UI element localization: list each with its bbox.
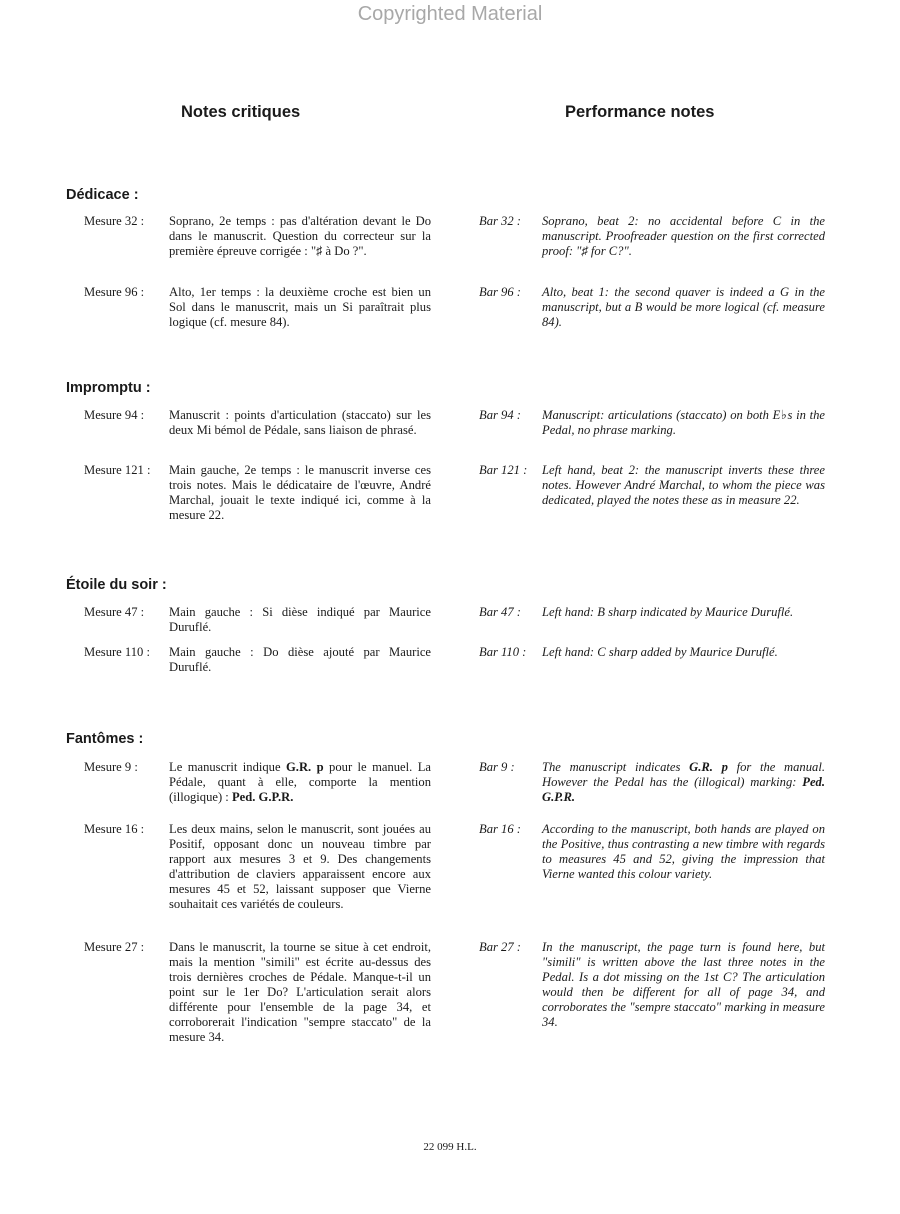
note-label: Bar 121 : bbox=[479, 463, 528, 477]
page-footer: 22 099 H.L. bbox=[423, 1141, 477, 1153]
note-label: Bar 9 : bbox=[479, 760, 515, 774]
note-text: Manuscript: articulations (staccato) on both E♭s in the Pedal, no phrase marking. bbox=[542, 408, 825, 437]
text-run: The manuscript indicates bbox=[542, 760, 690, 774]
note-text: Soprano, beat 2: no accidental before C in the manuscript. Proofreader question on the first corrected proof: "♯ for C?". bbox=[542, 214, 825, 258]
note-label: Bar 16 : bbox=[479, 822, 521, 836]
note-text: Main gauche, 2e temps : le manuscrit inverse ces trois notes. Mais le dédicataire de l'œuvre, André Marchal, jouait le texte indiqué ici, comme à la mesure 22. bbox=[169, 463, 431, 522]
note-label: Mesure 96 : bbox=[84, 285, 145, 299]
note-label: Bar 32 : bbox=[479, 214, 521, 228]
section-title: Fantômes : bbox=[66, 731, 144, 747]
text-run: pour le manuel. La Pédale, quant à elle, comporte la mention (illogique) : bbox=[169, 760, 431, 804]
heading-notes-critiques: Notes critiques bbox=[181, 103, 301, 121]
note-text: Dans le manuscrit, la tourne se situe à cet endroit, mais la mention "simili" est écrite au-dessus des trois dernières croches de Pédale. Manque-t-il un point sur le 1er Do? L'articulation serait alors différente pour l'ensemble de la page 34, et corroborerait l'indication "sempre staccato" de la mesure 34. bbox=[169, 940, 431, 1044]
note-text: Alto, 1er temps : la deuxième croche est bien un Sol dans le manuscrit, mais un Si paraîtrait plus logique (cf. mesure 84). bbox=[169, 285, 431, 329]
note-label: Mesure 16 : bbox=[84, 822, 145, 836]
pedal-marking: Ped. G.P.R. bbox=[231, 790, 294, 804]
section-title: Étoile du soir : bbox=[66, 577, 167, 593]
note-label: Mesure 27 : bbox=[84, 940, 145, 954]
registration-marking: G.R. p bbox=[286, 760, 324, 774]
note-text: Left hand: C sharp added by Maurice Duruflé. bbox=[542, 645, 778, 659]
note-label: Bar 110 : bbox=[479, 645, 527, 659]
note-label: Mesure 110 : bbox=[84, 645, 150, 659]
note-text: In the manuscript, the page turn is found here, but "simili" is written above the last three notes in the Pedal. Is a dot missing on the 1st C? The articulation would then be different for all of page 34, and corroborates the "sempre staccato" marking in measure 34. bbox=[542, 940, 825, 1029]
note-text: Manuscrit : points d'articulation (staccato) sur les deux Mi bémol de Pédale, sans liaison de phrasé. bbox=[169, 408, 431, 437]
note-text bbox=[169, 760, 431, 805]
section-title: Dédicace : bbox=[66, 187, 139, 203]
note-label: Mesure 94 : bbox=[84, 408, 145, 422]
pedal-marking: Ped. G.P.R. bbox=[542, 775, 825, 804]
note-label: Bar 47 : bbox=[479, 605, 521, 619]
text-run: Le manuscrit indique bbox=[169, 760, 286, 774]
note-label: Bar 96 : bbox=[479, 285, 521, 299]
section-title: Impromptu : bbox=[66, 380, 151, 396]
note-text: Alto, beat 1: the second quaver is indeed a G in the manuscript, but a B would be more logical (cf. measure 84). bbox=[542, 285, 825, 329]
note-text: Left hand, beat 2: the manuscript inverts these three notes. However André Marchal, to whom the piece was dedicated, played the notes these as in measure 22. bbox=[542, 463, 825, 507]
heading-performance-notes: Performance notes bbox=[565, 103, 715, 121]
text-run: for the manual. However the Pedal has the (illogical) marking: bbox=[542, 760, 825, 789]
note-text bbox=[542, 760, 825, 805]
note-text: Main gauche : Do dièse ajouté par Maurice Duruflé. bbox=[169, 645, 431, 674]
note-label: Bar 94 : bbox=[479, 408, 521, 422]
note-text: Left hand: B sharp indicated by Maurice Duruflé. bbox=[542, 605, 794, 619]
note-text: According to the manuscript, both hands are played on the Positive, thus contrasting a new timbre with regards to measures 45 and 52, giving the impression that Vierne wanted this colour variety. bbox=[542, 822, 825, 881]
note-label: Mesure 9 : bbox=[84, 760, 138, 774]
note-text: Main gauche : Si dièse indiqué par Maurice Duruflé. bbox=[169, 605, 431, 634]
note-text: Soprano, 2e temps : pas d'altération devant le Do dans le manuscrit. Question du correcteur sur la première épreuve corrigée : "♯ à Do ?". bbox=[169, 214, 431, 258]
note-label: Mesure 121 : bbox=[84, 463, 151, 477]
note-label: Mesure 47 : bbox=[84, 605, 145, 619]
note-label: Mesure 32 : bbox=[84, 214, 145, 228]
note-text: Les deux mains, selon le manuscrit, sont jouées au Positif, opposant donc un nouveau timbre par rapport aux mesures 3 et 9. Des changements d'attribution de claviers apparaissent encore aux mesures 45 et 52, laissant supposer que Vierne souhaitait ces variétés de couleurs. bbox=[169, 822, 431, 911]
note-label: Bar 27 : bbox=[479, 940, 521, 954]
registration-marking: G.R. p bbox=[689, 760, 728, 774]
watermark: Copyrighted Material bbox=[357, 3, 543, 25]
